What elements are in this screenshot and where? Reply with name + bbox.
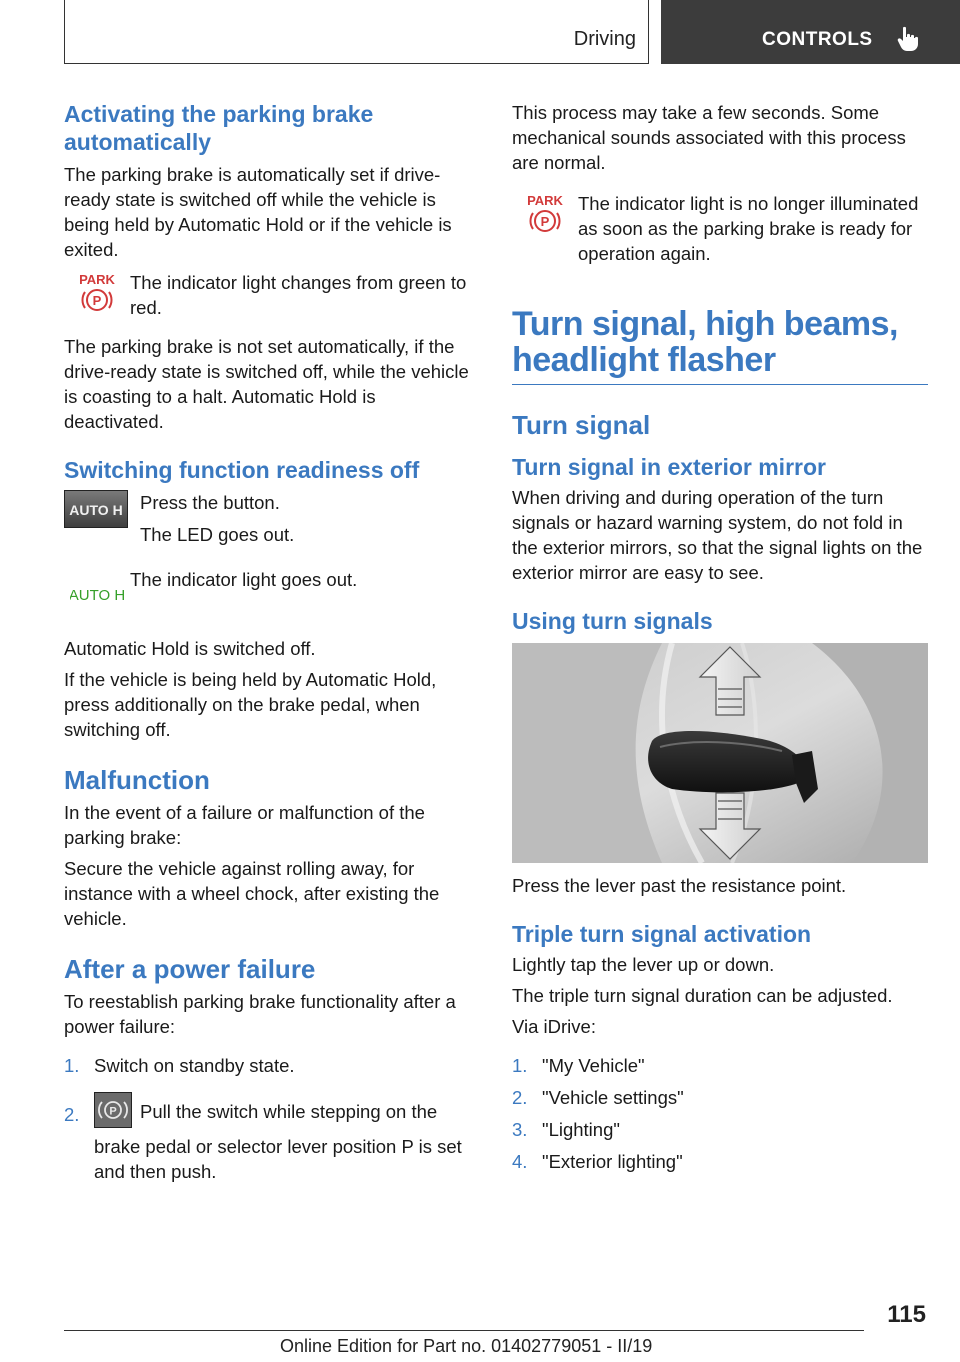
pointing-hand-icon xyxy=(897,26,919,57)
park-brake-icon xyxy=(525,191,565,240)
step-text: "Vehicle settings" xyxy=(542,1087,684,1108)
list-item xyxy=(64,1092,480,1184)
list-item xyxy=(64,1053,480,1078)
button-note xyxy=(64,490,480,547)
switch-symbol: P xyxy=(109,1105,117,1118)
paragraph: If the vehicle is being held by Automatic Hold, press additionally on the brake pedal, when switching off. xyxy=(64,669,437,740)
header-chapter: CONTROLS xyxy=(762,29,873,50)
step-number: 4. xyxy=(512,1151,528,1172)
paragraph: Press the button. xyxy=(140,492,280,513)
paragraph: When driving and during operation of the turn signals or hazard warning system, do not fold in the exterior mirrors, so that the signal lights on the exterior mirror are easy to see. xyxy=(512,487,923,583)
step-text: "Lighting" xyxy=(542,1119,620,1140)
paragraph: Secure the vehicle against rolling away, for instance with a wheel chock, after existing the vehicle. xyxy=(64,858,440,929)
step-number: 3. xyxy=(512,1119,528,1140)
right-column xyxy=(512,100,928,1181)
step-number: 2. xyxy=(64,1104,80,1125)
heading-after-power-failure: After a power failure xyxy=(64,954,316,984)
paragraph: The parking brake is not set automatically, if the drive-ready state is switched off, while the vehicle is coasting to a halt. Automatic Hold is deactivated. xyxy=(64,336,469,432)
step-number: 2. xyxy=(512,1087,528,1108)
footer-edition: Online Edition for Part no. 01402779051 - II/19 xyxy=(280,1336,653,1356)
paragraph: The indicator light changes from green to red. xyxy=(130,272,467,318)
indicator-note xyxy=(64,270,480,320)
paragraph: The indicator light is no longer illuminated as soon as the parking brake is ready for operation again. xyxy=(578,193,919,264)
list-item xyxy=(512,1085,928,1110)
paragraph: This process may take a few seconds. Some mechanical sounds associated with this process are normal. xyxy=(512,102,906,173)
auto-h-indicator-icon xyxy=(70,585,124,610)
footer-rule xyxy=(64,1330,864,1331)
heading-turn-signal-mirror: Turn signal in exterior mirror xyxy=(512,454,826,480)
paragraph: Lightly tap the lever up or down. xyxy=(512,954,775,975)
heading-malfunction: Malfunction xyxy=(64,765,210,795)
heading-turn-signal-high-beams: Turn signal, high beams, headlight flasher xyxy=(512,306,928,385)
park-symbol: P xyxy=(540,214,550,229)
step-body xyxy=(94,1092,480,1184)
paragraph: The parking brake is automatically set if drive-ready state is switched off while the vehicle is being held by Automatic Hold or if the vehicle is exited. xyxy=(64,164,452,260)
page-number: 115 xyxy=(887,1301,926,1328)
header-section: Driving xyxy=(573,28,636,50)
heading-activating-parking-brake: Activating the parking brake automatically xyxy=(64,101,374,155)
header-chapter-tab xyxy=(661,0,960,64)
turn-signal-lever-photo xyxy=(512,643,928,863)
heading-switching-readiness-off: Switching function readiness off xyxy=(64,457,420,483)
auto-h-button-icon xyxy=(64,490,128,533)
step-text: Switch on standby state. xyxy=(94,1055,295,1076)
park-symbol: P xyxy=(92,293,102,308)
header-frame xyxy=(64,0,649,64)
park-label: PARK xyxy=(79,272,115,287)
paragraph: In the event of a failure or malfunction of the parking brake: xyxy=(64,802,425,848)
step-text: Pull the switch while stepping on the brake pedal or selector lever position P is set and then push. xyxy=(94,1100,462,1182)
indicator-note xyxy=(64,567,480,610)
parking-brake-switch-icon xyxy=(94,1092,132,1134)
park-label: PARK xyxy=(527,193,563,208)
step-text: "My Vehicle" xyxy=(542,1055,645,1076)
paragraph: Via iDrive: xyxy=(512,1016,596,1037)
left-column xyxy=(64,100,480,1191)
auto-h-indicator-label: AUTO H xyxy=(70,587,124,604)
paragraph: To reestablish parking brake functionality after a power failure: xyxy=(64,991,456,1037)
auto-h-button-label: AUTO H xyxy=(69,502,123,518)
paragraph: The LED goes out. xyxy=(140,524,295,545)
park-brake-icon xyxy=(77,270,117,319)
step-number: 1. xyxy=(64,1055,80,1076)
idrive-steps xyxy=(512,1053,928,1174)
step-number: 1. xyxy=(512,1055,528,1076)
paragraph: Press the lever past the resistance point. xyxy=(512,875,847,896)
paragraph: Automatic Hold is switched off. xyxy=(64,638,316,659)
heading-triple-turn-signal: Triple turn signal activation xyxy=(512,921,812,947)
step-text: "Exterior lighting" xyxy=(542,1151,683,1172)
paragraph: The indicator light goes out. xyxy=(130,569,358,590)
indicator-note xyxy=(512,191,928,266)
list-item xyxy=(512,1053,928,1078)
list-item xyxy=(512,1117,928,1142)
power-failure-steps xyxy=(64,1053,480,1184)
list-item xyxy=(512,1149,928,1174)
paragraph: The triple turn signal duration can be adjusted. xyxy=(512,985,893,1006)
heading-turn-signal: Turn signal xyxy=(512,410,651,440)
heading-using-turn-signals: Using turn signals xyxy=(512,608,713,634)
